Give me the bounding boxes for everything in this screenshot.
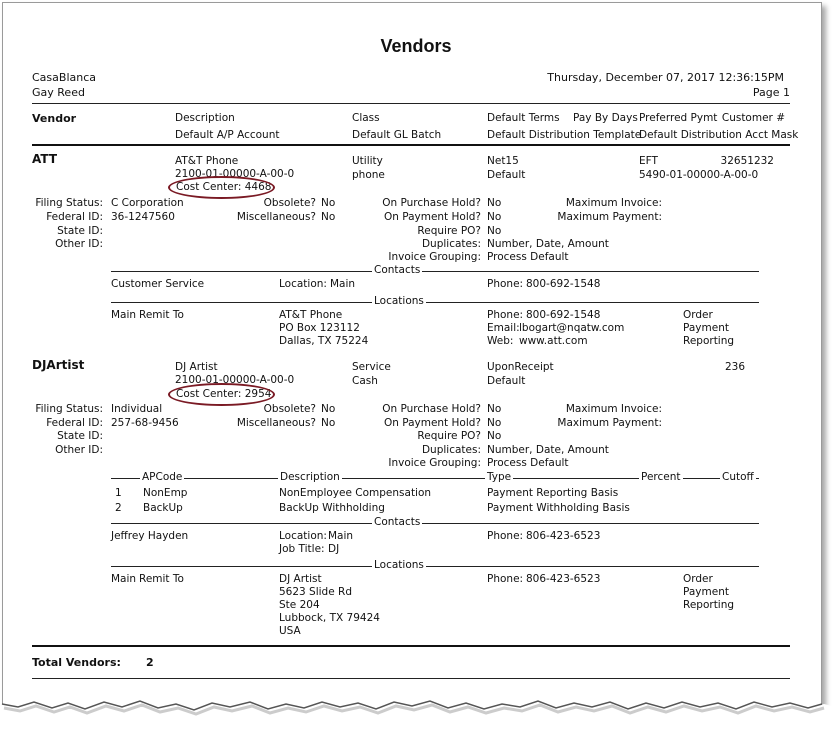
- apcode-num: 1: [115, 487, 122, 499]
- location-use: Order: [683, 573, 713, 585]
- invoice-grouping-value: Process Default: [487, 457, 569, 469]
- apcode-description: BackUp Withholding: [279, 502, 385, 514]
- total-vendors-count: 2: [146, 656, 154, 669]
- vendor-name: ATT: [32, 152, 58, 166]
- label-require-po: Require PO?: [417, 225, 481, 237]
- col-gl-batch: Default GL Batch: [352, 129, 442, 141]
- label-on-purchase-hold: On Purchase Hold?: [382, 403, 481, 415]
- address-line: DJ Artist: [279, 573, 322, 585]
- address-line: USA: [279, 625, 301, 637]
- divider: [32, 144, 790, 146]
- on-payment-hold-value: No: [487, 211, 502, 223]
- vendor-gl-batch: phone: [352, 169, 385, 181]
- vendor-customer-no: 32651232: [720, 155, 774, 167]
- report-datetime: Thursday, December 07, 2017 12:36:15PM: [547, 71, 784, 84]
- label-max-payment: Maximum Payment:: [557, 211, 662, 223]
- address-line: Dallas, TX 75224: [279, 335, 369, 347]
- report-title: Vendors: [380, 36, 452, 56]
- contacts-heading: Contacts: [374, 516, 421, 528]
- col-ap-account: Default A/P Account: [175, 129, 280, 141]
- highlight-oval: [168, 383, 275, 406]
- obsolete-value: No: [321, 403, 336, 415]
- locations-heading: Locations: [374, 559, 424, 571]
- label-email: Email:: [487, 322, 520, 334]
- apcode-code: NonEmp: [143, 487, 188, 499]
- federal-id-value: 36-1247560: [111, 211, 175, 223]
- label-location: Location:: [279, 530, 327, 542]
- label-max-payment: Maximum Payment:: [557, 417, 662, 429]
- contact-phone: 806-423-6523: [526, 530, 601, 542]
- vendor-preferred-pymt: EFT: [639, 155, 658, 167]
- label-duplicates: Duplicates:: [421, 238, 481, 250]
- contact-location: Main: [330, 278, 356, 290]
- contacts-divider: [111, 271, 759, 272]
- location-use: Reporting: [683, 335, 735, 347]
- col-default-terms: Default Terms: [487, 112, 560, 124]
- col-pay-by-days: Pay By Days: [573, 112, 638, 124]
- require-po-value: No: [487, 225, 502, 237]
- label-obsolete: Obsolete?: [263, 197, 316, 209]
- vendor-dist-template: Default: [487, 375, 526, 387]
- label-max-invoice: Maximum Invoice:: [565, 403, 662, 415]
- duplicates-value: Number, Date, Amount: [487, 444, 609, 456]
- location-name: Main: [111, 309, 137, 321]
- divider: [32, 645, 790, 647]
- page-number: Page 1: [752, 86, 790, 99]
- label-miscellaneous: Miscellaneous?: [236, 211, 316, 223]
- location-phone: 800-692-1548: [526, 309, 601, 321]
- user-name: Gay Reed: [32, 86, 85, 99]
- vendor-acct-mask: 5490-01-00000-A-00-0: [639, 169, 759, 181]
- apcode-num: 2: [115, 502, 122, 514]
- label-phone: Phone:: [487, 573, 524, 585]
- vendor-description: AT&T Phone: [175, 155, 239, 167]
- apcode-type-heading: Type: [487, 471, 512, 483]
- address-line: AT&T Phone: [279, 309, 343, 321]
- address-line: PO Box 123112: [279, 322, 360, 334]
- vendor-cost-center: Cost Center: 2954: [176, 388, 272, 400]
- contacts-heading: Contacts: [374, 264, 421, 276]
- label-phone: Phone:: [487, 530, 524, 542]
- vendor-terms: Net15: [487, 155, 519, 167]
- address-line: 5623 Slide Rd: [279, 586, 352, 598]
- apcode-description-heading: Description: [280, 471, 340, 483]
- label-job-title: Job Title:: [279, 543, 325, 555]
- address-line: Lubbock, TX 79424: [279, 612, 380, 624]
- col-dist-acct-mask: Default Distribution Acct Mask: [639, 129, 799, 141]
- locations-divider: [111, 302, 759, 303]
- label-federal-id: Federal ID:: [46, 417, 103, 429]
- duplicates-value: Number, Date, Amount: [487, 238, 609, 250]
- vendor-ap-account: 2100-01-00000-A-00-0: [175, 374, 295, 386]
- label-on-purchase-hold: On Purchase Hold?: [382, 197, 481, 209]
- obsolete-value: No: [321, 197, 336, 209]
- label-filing-status: Filing Status:: [35, 403, 103, 415]
- miscellaneous-value: No: [321, 211, 336, 223]
- col-vendor: Vendor: [32, 112, 77, 125]
- contact-job-title: DJ: [328, 543, 340, 555]
- label-state-id: State ID:: [57, 225, 103, 237]
- label-max-invoice: Maximum Invoice:: [565, 197, 662, 209]
- total-vendors-label: Total Vendors:: [32, 656, 121, 669]
- divider: [32, 678, 790, 679]
- vendor-description: DJ Artist: [175, 361, 218, 373]
- location-web: www.att.com: [519, 335, 588, 347]
- invoice-grouping-value: Process Default: [487, 251, 569, 263]
- vendor-terms: UponReceipt: [487, 361, 554, 373]
- label-invoice-grouping: Invoice Grouping:: [388, 457, 481, 469]
- apcode-type: Payment Withholding Basis: [487, 502, 630, 514]
- location-use: Reporting: [683, 599, 735, 611]
- label-duplicates: Duplicates:: [421, 444, 481, 456]
- label-on-payment-hold: On Payment Hold?: [383, 417, 481, 429]
- col-description: Description: [175, 112, 235, 124]
- label-other-id: Other ID:: [55, 444, 103, 456]
- apcode-code: BackUp: [143, 502, 183, 514]
- vendor-gl-batch: Cash: [352, 375, 378, 387]
- location-use: Payment: [683, 586, 729, 598]
- label-invoice-grouping: Invoice Grouping:: [388, 251, 481, 263]
- apcode-percent-heading: Percent: [641, 471, 681, 483]
- address-line: Ste 204: [279, 599, 320, 611]
- label-state-id: State ID:: [57, 430, 103, 442]
- vendor-customer-no: 236: [724, 361, 745, 373]
- label-phone: Phone:: [487, 309, 524, 321]
- label-miscellaneous: Miscellaneous?: [236, 417, 316, 429]
- vendor-dist-template: Default: [487, 169, 526, 181]
- on-payment-hold-value: No: [487, 417, 502, 429]
- label-require-po: Require PO?: [417, 430, 481, 442]
- torn-edge: [0, 690, 832, 732]
- location-type: Remit To: [139, 309, 184, 321]
- apcode-cutoff-heading: Cutoff: [722, 471, 754, 483]
- apcode-type: Payment Reporting Basis: [487, 487, 619, 499]
- label-phone: Phone:: [487, 278, 524, 290]
- contact-name: Jeffrey Hayden: [111, 530, 189, 542]
- highlight-oval: [168, 176, 275, 199]
- label-other-id: Other ID:: [55, 238, 103, 250]
- divider: [32, 103, 790, 104]
- vendor-ap-account: 2100-01-00000-A-00-0: [175, 168, 295, 180]
- col-customer-no: Customer #: [721, 112, 785, 124]
- location-use: Order: [683, 309, 713, 321]
- contact-location: Main: [328, 530, 354, 542]
- locations-heading: Locations: [374, 295, 424, 307]
- location-name: Main: [111, 573, 137, 585]
- col-class: Class: [352, 112, 380, 124]
- label-web: Web:: [487, 335, 514, 347]
- on-purchase-hold-value: No: [487, 403, 502, 415]
- filing-status-value: Individual: [111, 403, 163, 415]
- locations-divider: [111, 566, 759, 567]
- vendor-class: Utility: [352, 155, 383, 167]
- label-location: Location:: [279, 278, 327, 290]
- vendor-cost-center: Cost Center: 4468: [176, 181, 272, 193]
- miscellaneous-value: No: [321, 417, 336, 429]
- contact-name: Customer Service: [111, 278, 205, 290]
- location-type: Remit To: [139, 573, 184, 585]
- federal-id-value: 257-68-9456: [111, 417, 179, 429]
- col-preferred-pymt: Preferred Pymt: [639, 112, 718, 124]
- label-on-payment-hold: On Payment Hold?: [383, 211, 481, 223]
- company-name: CasaBlanca: [32, 71, 96, 84]
- location-phone: 806-423-6523: [526, 573, 601, 585]
- vendor-name: DJArtist: [32, 358, 85, 372]
- label-obsolete: Obsolete?: [263, 403, 316, 415]
- on-purchase-hold-value: No: [487, 197, 502, 209]
- label-filing-status: Filing Status:: [35, 197, 103, 209]
- contacts-divider: [111, 523, 759, 524]
- label-federal-id: Federal ID:: [46, 211, 103, 223]
- col-dist-template: Default Distribution Template: [487, 129, 642, 141]
- apcode-description: NonEmployee Compensation: [279, 487, 432, 499]
- location-email: lbogart@nqatw.com: [519, 322, 625, 334]
- location-use: Payment: [683, 322, 729, 334]
- filing-status-value: C Corporation: [111, 197, 184, 209]
- apcode-heading: APCode: [142, 471, 183, 483]
- contact-phone: 800-692-1548: [526, 278, 601, 290]
- require-po-value: No: [487, 430, 502, 442]
- vendor-class: Service: [352, 361, 391, 373]
